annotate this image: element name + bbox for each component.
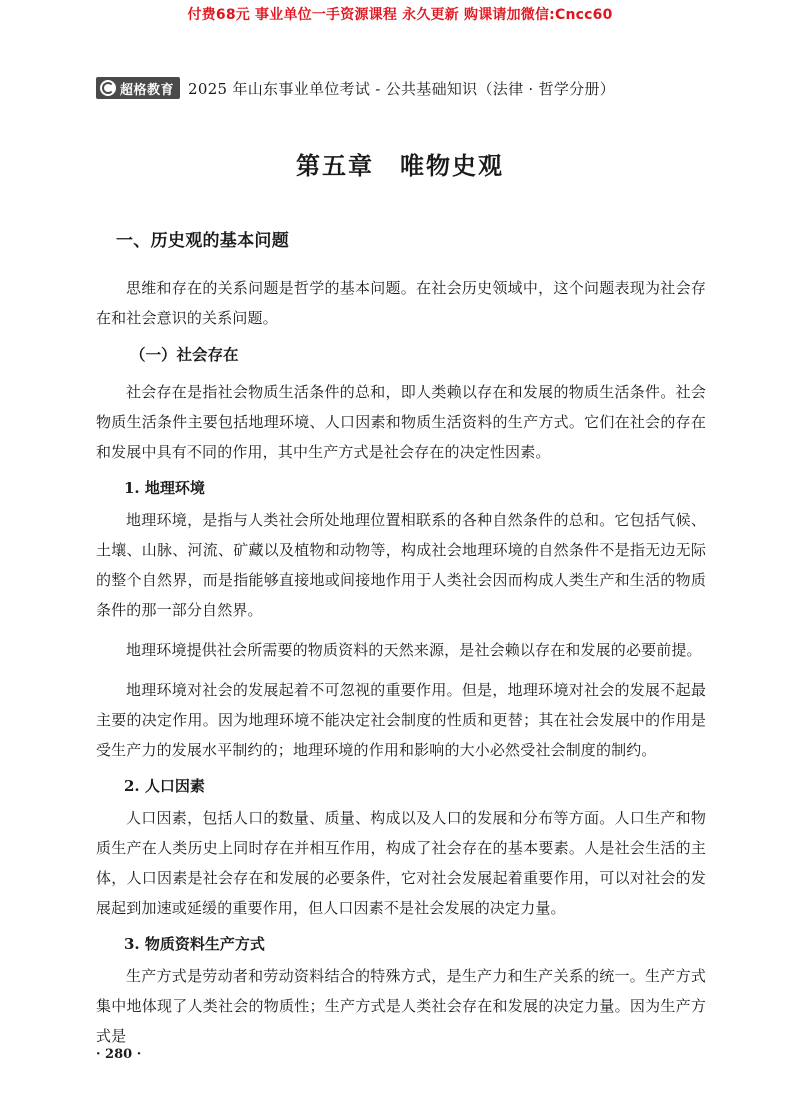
subsection-heading: （一）社会存在 <box>130 345 239 364</box>
population-paragraph: 人口因素，包括人口的数量、质量、构成以及人口的发展和分布等方面。人口生产和物质生产在人类历史上同时存在并相互作用，构成了社会存在的基本要素。人是社会生活的主体，人口因素是社会存在和发展的必要条件，它对社会发展起着重要作用，可以对社会的发展起到加速或延缓的重要作用，但人口因素不是社会发展的决定力量。 <box>96 809 706 917</box>
section-intro-paragraph: 思维和存在的关系问题是哲学的基本问题。在社会历史领域中，这个问题表现为社会存在和社会意识的关系问题。 <box>96 279 706 327</box>
subsection-paragraph: 社会存在是指社会物质生活条件的总和，即人类赖以存在和发展的物质生活条件。社会物质生活条件主要包括地理环境、人口因素和物质生活资料的生产方式。它们在社会的存在和发展中具有不同的作用，其中生产方式是社会存在的决定性因素。 <box>96 383 706 461</box>
publisher-logo <box>96 77 180 99</box>
page-content <box>96 226 706 1061</box>
item-heading-geography: 1. 地理环境 <box>124 479 205 497</box>
section-heading: 一、历史观的基本问题 <box>116 231 289 251</box>
watermark-banner: 付费68元 事业单位一手资源课程 永久更新 购课请加微信:Cncc60 <box>187 7 613 23</box>
page-header <box>96 76 706 100</box>
production-mode-paragraph: 生产方式是劳动者和劳动资料结合的特殊方式，是生产力和生产关系的统一。生产方式集中地体现了人类社会的物质性；生产方式是人类社会存在和发展的决定力量。因为生产方式是 <box>96 967 706 1045</box>
logo-text: 超格教育 <box>120 82 175 98</box>
logo-mark-icon <box>100 80 116 96</box>
geography-paragraph-3: 地理环境对社会的发展起着不可忽视的重要作用。但是，地理环境对社会的发展不起最主要的决定作用。因为地理环境不能决定社会制度的性质和更替；其在社会发展中的作用是受生产力的发展水平制约的；地理环境的作用和影响的大小必然受社会制度的制约。 <box>96 681 706 759</box>
geography-paragraph-2: 地理环境提供社会所需要的物质资料的天然来源，是社会赖以存在和发展的必要前提。 <box>126 641 702 659</box>
page-number: · 280 · <box>96 1047 142 1062</box>
header-title: 2025 年山东事业单位考试 - 公共基础知识（法律 · 哲学分册） <box>188 79 616 98</box>
geography-paragraph-1: 地理环境，是指与人类社会所处地理位置相联系的各种自然条件的总和。它包括气候、土壤、山脉、河流、矿藏以及植物和动物等，构成社会地理环境的自然条件不是指无边无际的整个自然界，而是指能够直接地或间接地作用于人类社会因而构成人类生产和生活的物质条件的那一部分自然界。 <box>96 511 706 619</box>
item-heading-production-mode: 3. 物质资料生产方式 <box>124 935 265 953</box>
chapter-title: 第五章 唯物史观 <box>296 151 504 180</box>
item-heading-population: 2. 人口因素 <box>124 777 205 795</box>
